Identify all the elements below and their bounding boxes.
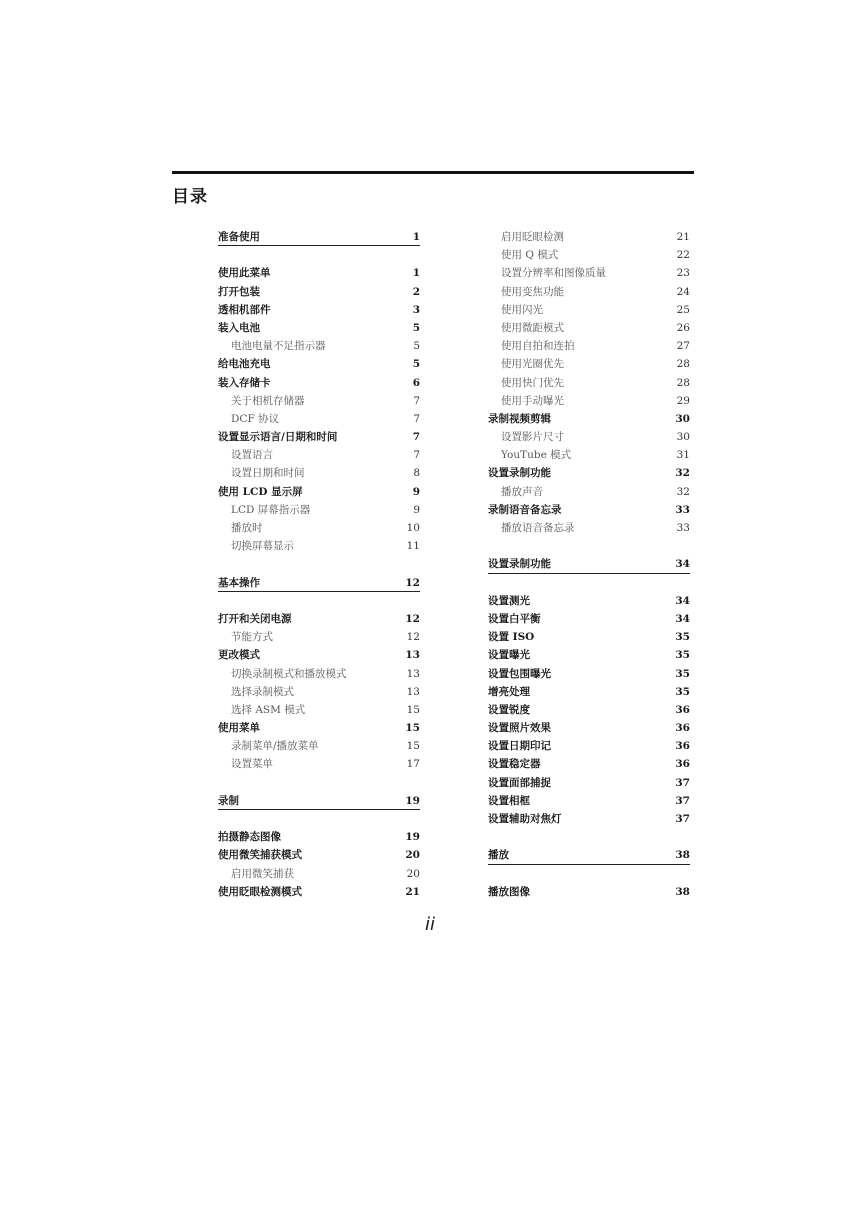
toc-entry[interactable]	[488, 392, 690, 410]
toc-entry-page: 29	[676, 394, 690, 407]
toc-entry-page: 34	[675, 594, 690, 607]
toc-entry-page: 13	[406, 667, 420, 680]
toc-entry-page: 28	[676, 358, 690, 371]
toc-entry-label: 使用微笑捕获模式	[218, 849, 302, 862]
toc-entry[interactable]	[218, 392, 420, 410]
toc-entry-page: 1	[412, 231, 420, 243]
toc-entry[interactable]	[488, 283, 690, 301]
toc-section-heading[interactable]	[218, 792, 420, 810]
toc-entry-label: 使用光圈优先	[501, 358, 564, 371]
toc-entry-label: 播放图像	[488, 885, 530, 898]
toc-entry-label: 选择录制模式	[231, 685, 294, 698]
toc-entry-page: 20	[406, 867, 420, 880]
toc-entry-page: 36	[675, 758, 690, 771]
toc-entry-page: 22	[676, 249, 690, 262]
toc-entry[interactable]	[488, 501, 690, 519]
toc-left-column	[218, 228, 420, 901]
toc-entry-page: 26	[676, 321, 690, 334]
toc-entry-page: 13	[405, 649, 420, 662]
toc-entry-label: 使用自拍和连拍	[501, 340, 575, 353]
toc-entry-page: 32	[675, 467, 690, 480]
toc-section-heading[interactable]	[218, 574, 420, 592]
toc-entry[interactable]	[218, 737, 420, 755]
toc-entry-label: 打开包装	[218, 285, 260, 298]
toc-entry[interactable]	[488, 301, 690, 319]
toc-entry[interactable]	[218, 665, 420, 683]
toc-entry[interactable]	[218, 865, 420, 883]
toc-entry[interactable]	[218, 264, 420, 282]
toc-entry-page: 6	[412, 376, 420, 389]
toc-entry-page: 28	[676, 376, 690, 389]
toc-entry[interactable]	[218, 646, 420, 664]
toc-entry-page: 11	[406, 540, 420, 553]
toc-entry-label: 播放	[488, 849, 509, 862]
toc-entry-label: 节能方式	[231, 631, 273, 644]
toc-entry-label: 启用微笑捕获	[231, 867, 294, 880]
toc-entry-label: 设置曝光	[488, 649, 530, 662]
toc-entry[interactable]	[218, 501, 420, 519]
toc-entry[interactable]	[218, 446, 420, 464]
toc-entry[interactable]	[488, 646, 690, 664]
toc-entry-page: 30	[676, 431, 690, 444]
toc-entry-page: 9	[412, 485, 420, 498]
toc-entry-page: 35	[675, 649, 690, 662]
toc-entry[interactable]	[488, 755, 690, 773]
toc-entry-label: 使用快门优先	[501, 376, 564, 389]
toc-spacer	[488, 828, 690, 846]
toc-entry-label: 拍摄静态图像	[218, 831, 281, 844]
toc-entry-label: LCD 屏幕指示器	[231, 503, 311, 516]
toc-section-heading[interactable]	[218, 228, 420, 246]
toc-entry-label: 基本操作	[218, 576, 260, 589]
toc-entry-page: 7	[413, 449, 420, 462]
toc-entry[interactable]	[488, 592, 690, 610]
toc-entry-page: 35	[675, 631, 690, 644]
toc-entry-page: 23	[676, 267, 690, 280]
toc-entry-label: 播放语音备忘录	[501, 522, 575, 534]
toc-entry-label: 设置白平衡	[488, 612, 541, 625]
toc-entry[interactable]	[488, 374, 690, 392]
toc-entry-label: 使用菜单	[218, 722, 260, 735]
toc-entry-page: 27	[676, 340, 690, 353]
toc-entry-label: 透相机部件	[218, 303, 271, 316]
toc-entry-label: 使用手动曝光	[501, 394, 564, 407]
toc-entry-label: 装入存储卡	[218, 376, 271, 389]
toc-entry-page: 5	[413, 340, 420, 353]
toc-entry-label: 设置辅助对焦灯	[488, 813, 562, 825]
toc-entry-page: 19	[405, 831, 420, 844]
toc-entry-label: 使用眨眼检测模式	[218, 885, 302, 898]
toc-entry[interactable]	[488, 319, 690, 337]
toc-entry[interactable]	[218, 537, 420, 555]
toc-entry-page: 38	[675, 849, 690, 862]
toc-entry-label: 设置面部捕捉	[488, 776, 551, 789]
toc-entry[interactable]	[218, 610, 420, 628]
toc-entry-page: 38	[675, 885, 690, 898]
toc-entry-page: 21	[676, 231, 690, 243]
toc-entry[interactable]	[488, 410, 690, 428]
toc-entry[interactable]	[488, 355, 690, 373]
toc-entry-label: 启用眨眼检测	[501, 231, 564, 243]
toc-entry-label: 增亮处理	[488, 685, 530, 698]
toc-entry-label: 设置日期和时间	[231, 467, 305, 480]
toc-right-column	[488, 228, 690, 901]
toc-entry-label: 使用 LCD 显示屏	[218, 485, 303, 498]
toc-entry-label: 切换录制模式和播放模式	[231, 667, 347, 680]
toc-entry-label: 录制语音备忘录	[488, 503, 562, 516]
toc-entry-page: 9	[413, 503, 420, 516]
toc-entry-page: 37	[675, 794, 690, 807]
toc-entry-label: 使用微距模式	[501, 321, 564, 334]
toc-section-heading[interactable]	[488, 846, 690, 864]
toc-entry-page: 7	[412, 431, 420, 444]
toc-entry[interactable]	[218, 374, 420, 392]
toc-entry[interactable]	[488, 246, 690, 264]
toc-entry[interactable]	[218, 719, 420, 737]
toc-entry[interactable]	[488, 792, 690, 810]
toc-entry-label: 关于相机存储器	[231, 394, 305, 407]
toc-entry-label: 播放时	[231, 522, 263, 534]
toc-entry-page: 37	[675, 813, 690, 825]
toc-entry[interactable]	[488, 264, 690, 282]
toc-entry-page: 35	[675, 667, 690, 680]
toc-entry[interactable]	[488, 446, 690, 464]
toc-entry-label: 装入电池	[218, 321, 260, 334]
toc-entry-label: 给电池充电	[218, 358, 271, 371]
toc-entry-page: 32	[676, 485, 690, 498]
toc-entry[interactable]	[488, 683, 690, 701]
toc-entry-page: 2	[412, 285, 420, 298]
toc-entry-label: 选择 ASM 模式	[231, 703, 306, 716]
toc-entry[interactable]	[488, 464, 690, 482]
toc-entry-label: 使用变焦功能	[501, 285, 564, 298]
toc-entry-page: 8	[413, 467, 420, 480]
toc-entry[interactable]	[488, 628, 690, 646]
toc-entry[interactable]	[218, 755, 420, 773]
toc-entry-page: 7	[413, 394, 420, 407]
toc-entry[interactable]	[488, 737, 690, 755]
toc-entry[interactable]	[488, 883, 690, 901]
toc-entry-label: 设置锐度	[488, 703, 530, 716]
toc-entry[interactable]	[218, 410, 420, 428]
toc-entry-label: 录制视频剪辑	[488, 412, 551, 425]
toc-spacer	[218, 592, 420, 610]
page-number: ii	[425, 914, 436, 935]
toc-spacer	[218, 555, 420, 573]
toc-entry[interactable]	[218, 428, 420, 446]
toc-entry[interactable]	[488, 774, 690, 792]
toc-spacer	[488, 865, 690, 883]
toc-entry-label: 设置 ISO	[488, 631, 535, 644]
toc-entry-page: 15	[406, 740, 420, 753]
toc-entry-page: 12	[406, 631, 420, 644]
toc-entry-label: 设置测光	[488, 594, 530, 607]
toc-entry-label: 设置照片效果	[488, 722, 551, 735]
toc-entry-page: 21	[405, 885, 420, 898]
toc-entry-page: 24	[676, 285, 690, 298]
toc-entry[interactable]	[218, 483, 420, 501]
toc-entry[interactable]	[218, 301, 420, 319]
toc-entry[interactable]	[218, 683, 420, 701]
toc-entry-page: 5	[412, 358, 420, 371]
toc-section-heading[interactable]	[488, 555, 690, 573]
toc-entry-label: 切换屏幕显示	[231, 540, 294, 553]
toc-entry-page: 34	[675, 612, 690, 625]
toc-entry[interactable]	[488, 719, 690, 737]
toc-entry-label: 录制菜单/播放菜单	[231, 740, 319, 753]
toc-spacer	[218, 810, 420, 828]
toc-entry[interactable]	[488, 519, 690, 537]
toc-entry[interactable]	[218, 319, 420, 337]
toc-entry[interactable]	[218, 846, 420, 864]
toc-entry-label: 设置稳定器	[488, 758, 541, 771]
toc-entry-label: 设置录制功能	[488, 467, 551, 480]
toc-entry-page: 33	[676, 522, 690, 534]
toc-entry-page: 36	[675, 722, 690, 735]
toc-entry-page: 5	[412, 321, 420, 334]
toc-entry[interactable]	[218, 519, 420, 537]
toc-entry-label: 设置录制功能	[488, 558, 551, 571]
toc-entry-label: 设置菜单	[231, 758, 273, 771]
toc-entry-page: 15	[405, 722, 420, 735]
toc-entry-label: 使用闪光	[501, 303, 543, 316]
toc-entry[interactable]	[218, 464, 420, 482]
toc-entry-label: 电池电量不足指示器	[231, 340, 326, 353]
toc-entry-page: 31	[676, 449, 690, 462]
toc-entry-page: 17	[406, 758, 420, 771]
toc-entry-page: 33	[675, 503, 690, 516]
toc-entry-page: 25	[676, 303, 690, 316]
toc-entry-label: 设置日期印记	[488, 740, 551, 753]
toc-entry[interactable]	[488, 610, 690, 628]
toc-entry-page: 34	[675, 558, 690, 571]
toc-entry-label: 准备使用	[218, 231, 260, 243]
toc-entry[interactable]	[488, 701, 690, 719]
toc-entry-page: 36	[675, 740, 690, 753]
toc-entry[interactable]	[218, 283, 420, 301]
toc-entry-page: 35	[675, 685, 690, 698]
toc-entry-label: 录制	[218, 794, 239, 807]
toc-entry-page: 13	[406, 685, 420, 698]
toc-entry-label: YouTube 模式	[501, 449, 572, 462]
toc-entry-page: 12	[405, 612, 420, 625]
toc-spacer	[488, 537, 690, 555]
toc-entry[interactable]	[218, 355, 420, 373]
toc-entry[interactable]	[218, 883, 420, 901]
toc-entry[interactable]	[488, 810, 690, 828]
header-rule	[172, 171, 694, 174]
toc-entry[interactable]	[488, 483, 690, 501]
toc-entry[interactable]	[488, 428, 690, 446]
toc-entry-page: 15	[406, 703, 420, 716]
toc-entry[interactable]	[218, 628, 420, 646]
toc-entry-label: 打开和关闭电源	[218, 612, 292, 625]
toc-entry[interactable]	[488, 665, 690, 683]
toc-entry-label: 设置语言	[231, 449, 273, 462]
toc-entry-label: 更改模式	[218, 649, 260, 662]
toc-title: 目录	[172, 187, 208, 207]
toc-entry-label: 设置影片尺寸	[501, 431, 564, 444]
toc-entry-page: 37	[675, 776, 690, 789]
toc-entry-label: 播放声音	[501, 485, 543, 498]
toc-entry-page: 20	[405, 849, 420, 862]
toc-entry-page: 1	[412, 267, 420, 280]
toc-entry-label: 使用 Q 模式	[501, 249, 559, 262]
toc-entry-label: 设置分辨率和图像质量	[501, 267, 606, 280]
toc-entry[interactable]	[218, 828, 420, 846]
toc-entry-page: 19	[405, 794, 420, 807]
toc-entry-page: 3	[412, 303, 420, 316]
toc-entry-page: 10	[406, 522, 420, 534]
toc-entry-page: 12	[405, 576, 420, 589]
toc-spacer	[218, 246, 420, 264]
toc-entry-label: 设置相框	[488, 794, 530, 807]
toc-entry-label: 使用此菜单	[218, 267, 271, 280]
toc-entry[interactable]	[488, 228, 690, 246]
toc-spacer	[488, 574, 690, 592]
toc-entry-label: 设置包围曝光	[488, 667, 551, 680]
toc-entry-page: 36	[675, 703, 690, 716]
toc-entry-page: 7	[413, 412, 420, 425]
toc-spacer	[218, 774, 420, 792]
toc-entry-label: 设置显示语言/日期和时间	[218, 431, 338, 444]
toc-entry-page: 30	[675, 412, 690, 425]
toc-entry[interactable]	[218, 701, 420, 719]
toc-entry[interactable]	[218, 337, 420, 355]
toc-entry[interactable]	[488, 337, 690, 355]
toc-entry-label: DCF 协议	[231, 412, 280, 425]
